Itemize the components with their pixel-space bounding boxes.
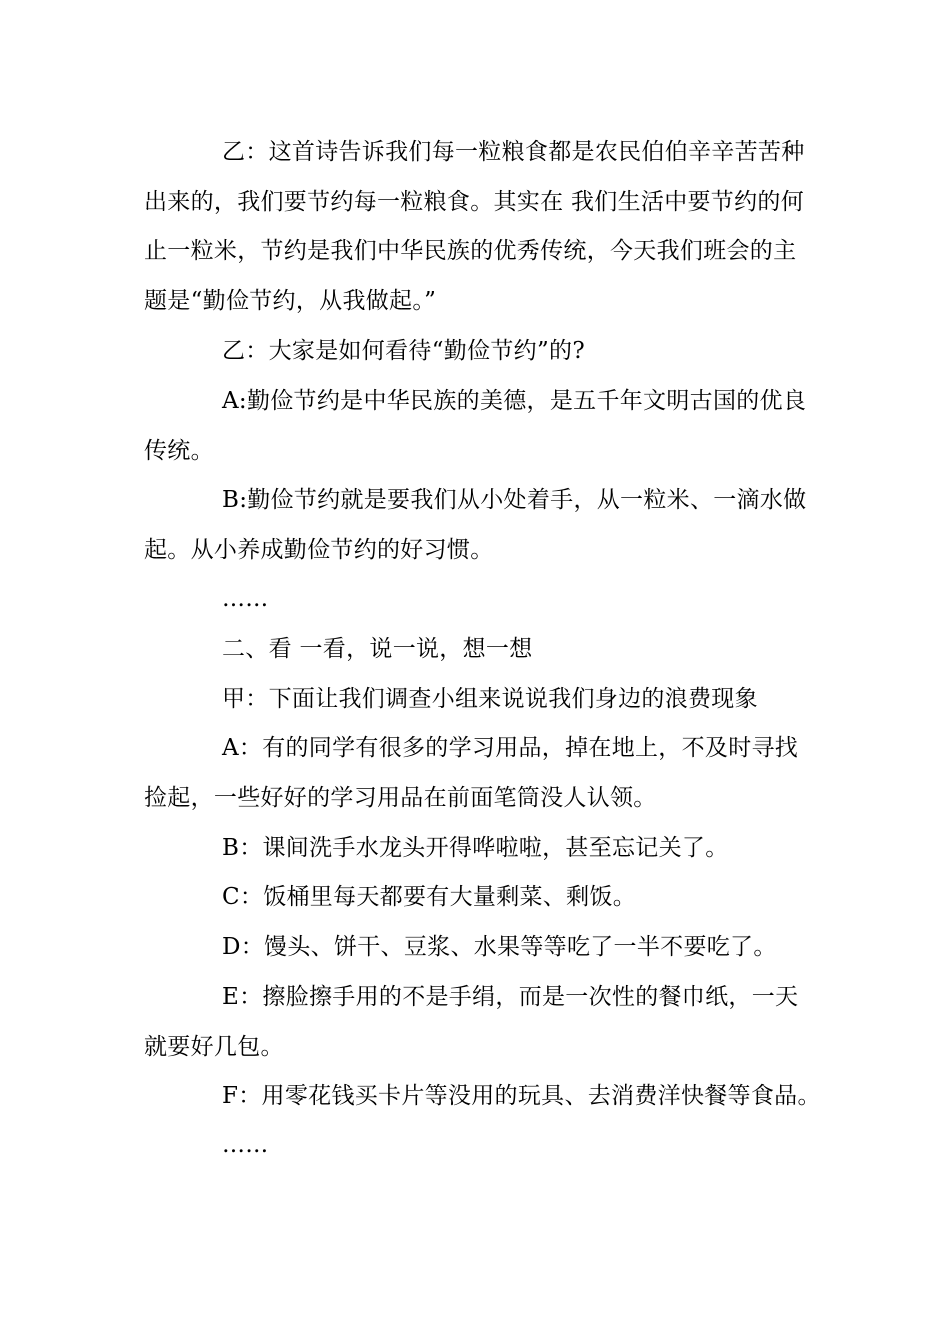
ellipsis-1: …… [222, 586, 269, 612]
section-heading: 二、看 一看，说一说，想一想 [222, 636, 533, 662]
paragraph-question: 乙：大家是如何看待“勤俭节约”的? [222, 338, 585, 364]
paragraph-item-c: C：饭桶里每天都要有大量剩菜、剩饭。 [222, 884, 636, 910]
paragraph-answer-a: A:勤俭节约是中华民族的美德，是五千年文明古国的优良传统。 [144, 388, 807, 464]
paragraph-answer-b: B:勤俭节约就是要我们从小处着手，从一粒米、一滴水做起。从小养成勤俭节约的好习惯。 [144, 487, 807, 563]
paragraph-poem-explanation: 乙：这首诗告诉我们每一粒粮食都是农民伯伯辛辛苦苦种出来的，我们要节约每一粒粮食。其实在 我们生活中要节约的何止一粒米，节约是我们中华民族的优秀传统，今天我们班会的主题是“勤俭节约，从我做起。” [144, 139, 805, 315]
paragraph-intro: 甲：下面让我们调查小组来说说我们身边的浪费现象 [222, 686, 758, 712]
paragraph-item-d: D：馒头、饼干、豆浆、水果等等吃了一半不要吃了。 [222, 934, 777, 960]
paragraph-item-a: A：有的同学有很多的学习用品，掉在地上，不及时寻找捡起，一些好好的学习用品在前面笔筒没人认领。 [144, 735, 799, 811]
paragraph-item-b: B：课间洗手水龙头开得哗啦啦，甚至忘记关了。 [222, 835, 729, 861]
paragraph-item-f: F：用零花钱买卡片等没用的玩具、去消费洋快餐等食品。 [222, 1083, 821, 1109]
paragraph-item-e: E：擦脸擦手用的不是手绢，而是一次性的餐巾纸，一天就要好几包。 [144, 984, 799, 1060]
ellipsis-2: …… [222, 1132, 269, 1158]
